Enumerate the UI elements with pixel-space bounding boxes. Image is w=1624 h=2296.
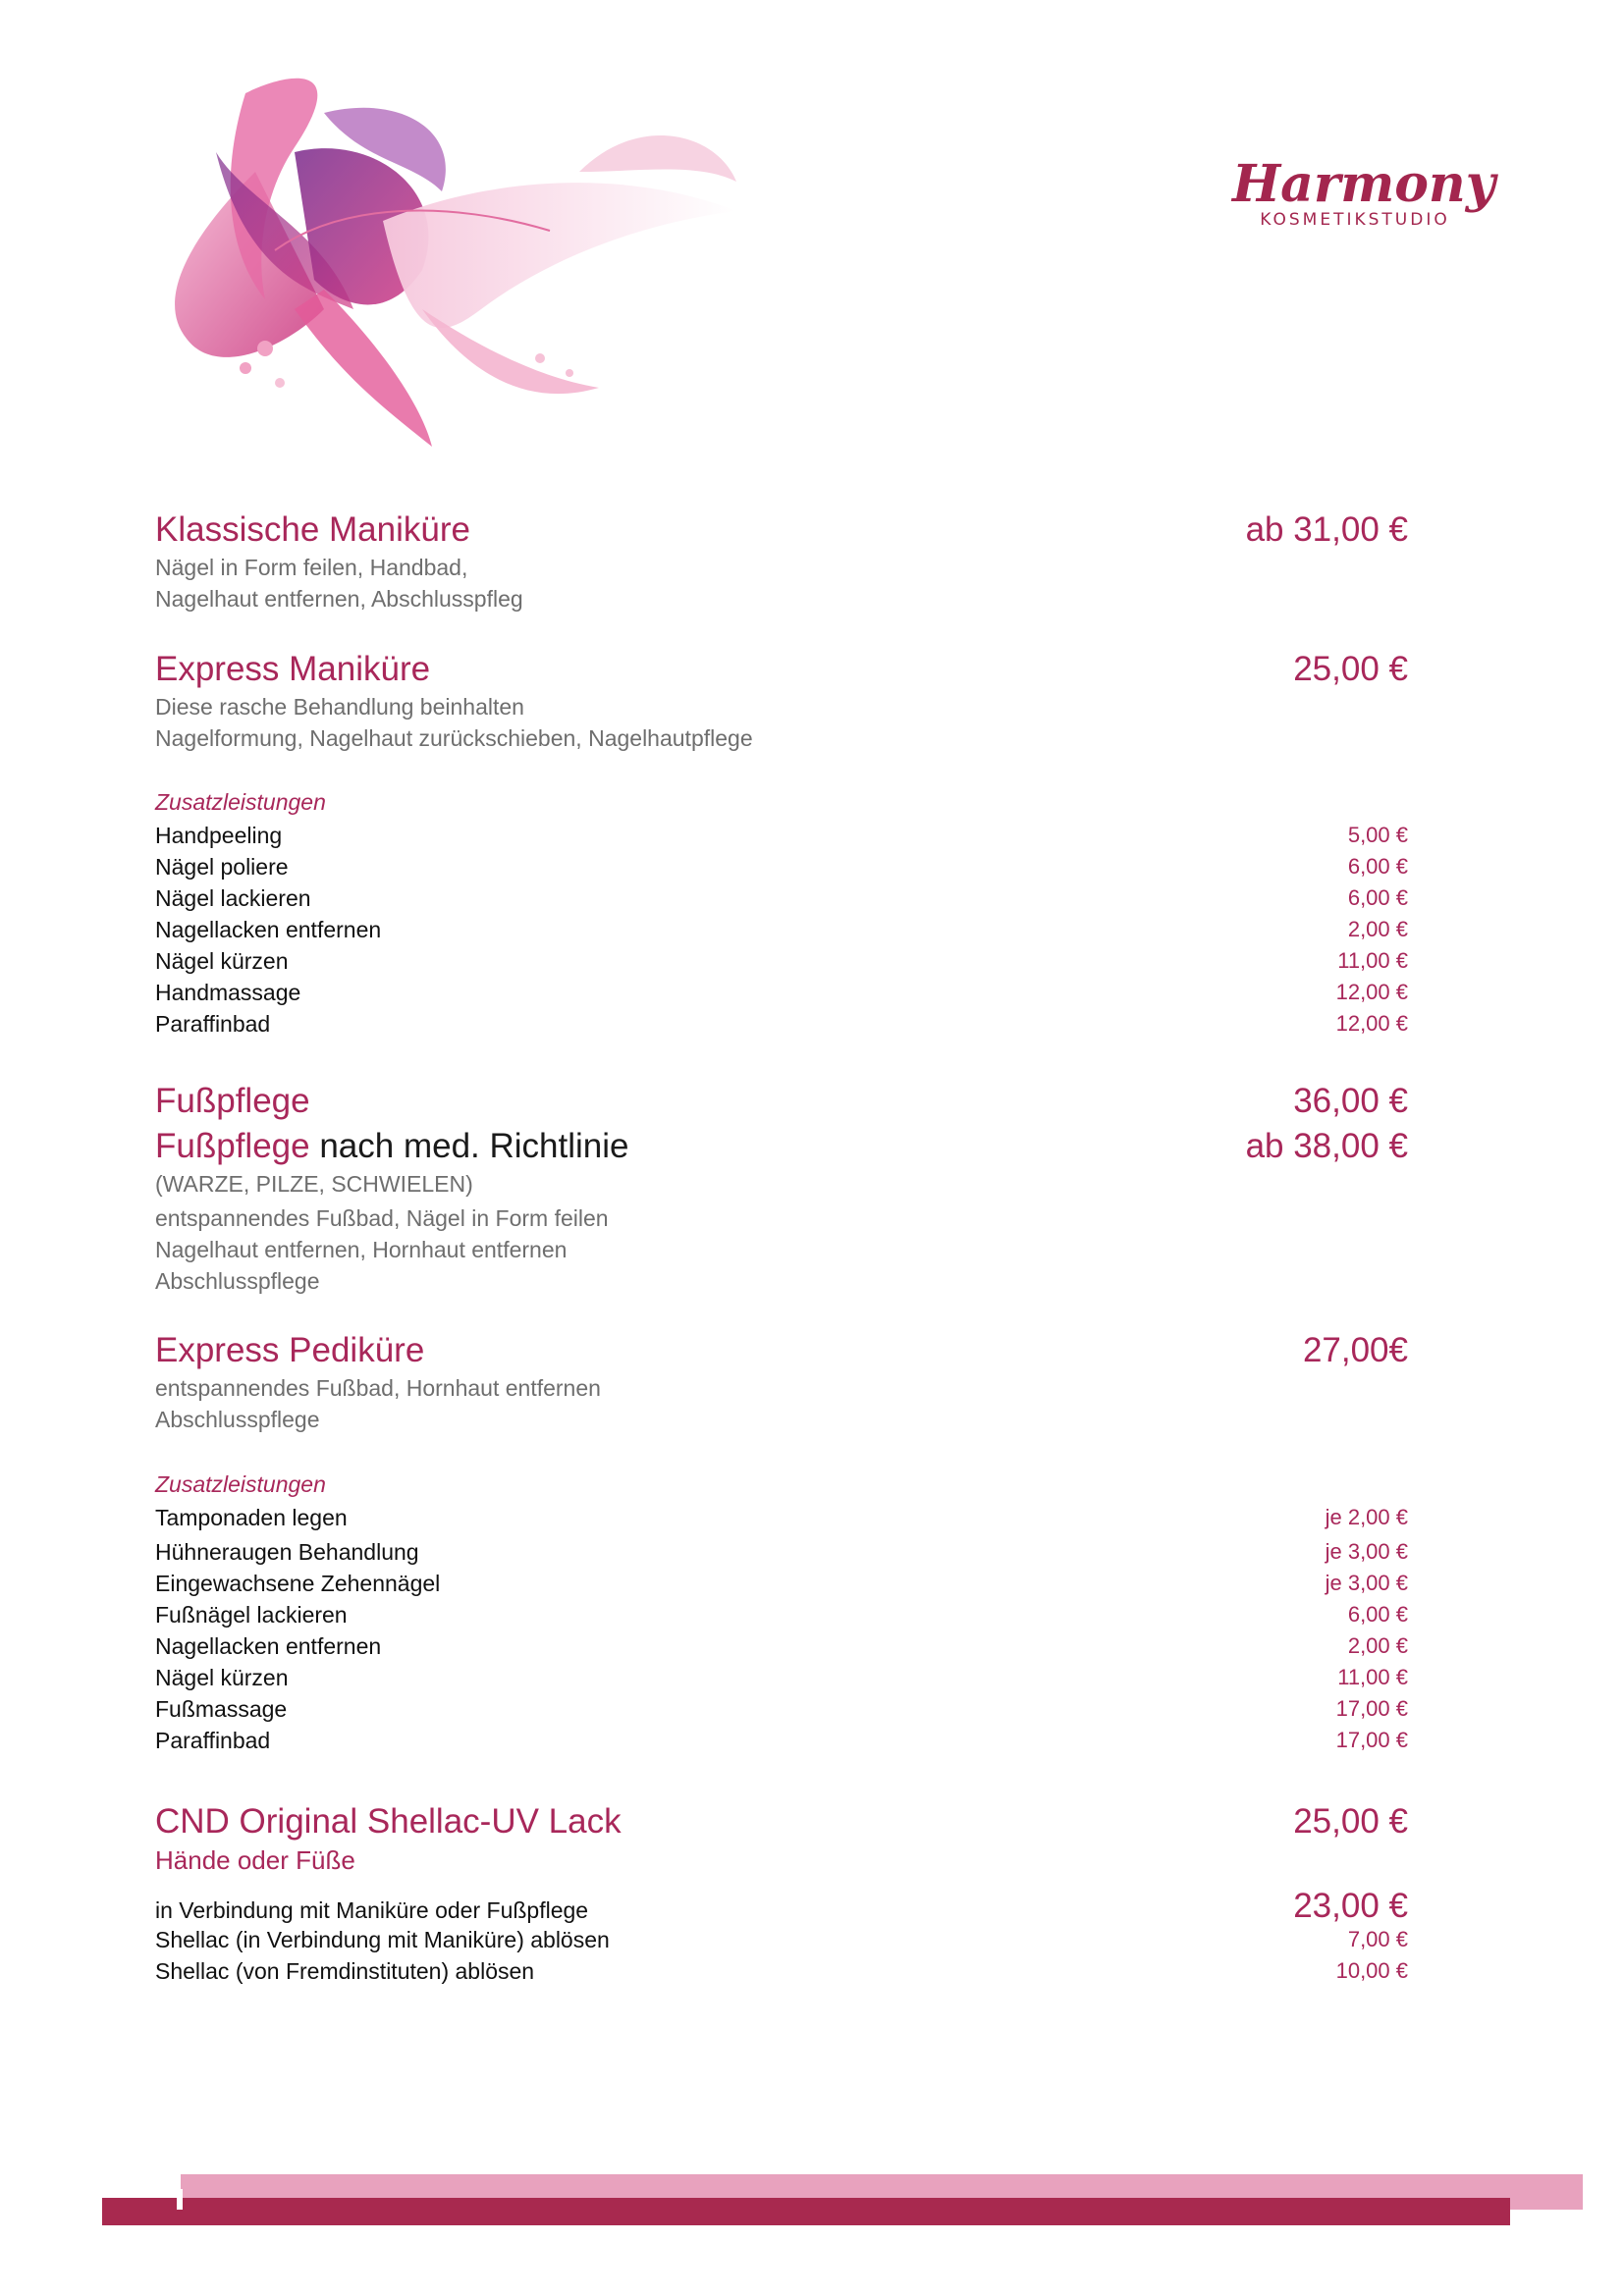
list-item bbox=[155, 882, 1408, 914]
list-item bbox=[155, 1693, 1408, 1725]
list-item bbox=[155, 914, 1408, 945]
express-manikuere-desc-1: Diese rasche Behandlung beinhalten bbox=[155, 694, 524, 720]
brand-name: Harmony bbox=[1232, 154, 1495, 214]
zusatzleistungen-hand-list bbox=[155, 820, 1408, 1040]
express-pedikuere-desc-1: entspannendes Fußbad, Hornhaut entfernen bbox=[155, 1375, 601, 1401]
item-price: 6,00 € bbox=[1347, 854, 1408, 879]
klassische-manikuere-desc-2: Nagelhaut entfernen, Abschlusspfleg bbox=[155, 586, 523, 612]
item-price: je 3,00 € bbox=[1325, 1539, 1408, 1564]
list-item bbox=[155, 1725, 1408, 1756]
list-item bbox=[155, 1599, 1408, 1630]
item-name: Fußnägel lackieren bbox=[155, 1602, 348, 1628]
express-pedikuere-title: Express Pediküre bbox=[155, 1331, 425, 1369]
brand-logo bbox=[1232, 154, 1495, 230]
klassische-manikuere-price: ab 31,00 € bbox=[1245, 510, 1408, 549]
list-item bbox=[155, 977, 1408, 1008]
item-name: Fußmassage bbox=[155, 1696, 288, 1722]
express-manikuere-price: 25,00 € bbox=[1293, 650, 1408, 688]
item-name: Handpeeling bbox=[155, 823, 283, 848]
list-item bbox=[155, 1502, 1408, 1533]
item-name: Shellac (in Verbindung mit Maniküre) ablösen bbox=[155, 1927, 610, 1952]
item-price: 17,00 € bbox=[1335, 1696, 1408, 1721]
item-price: 6,00 € bbox=[1347, 1602, 1408, 1627]
item-name: Nägel kürzen bbox=[155, 948, 289, 974]
item-price: je 2,00 € bbox=[1325, 1505, 1408, 1529]
item-price: 2,00 € bbox=[1347, 1633, 1408, 1658]
list-item bbox=[155, 945, 1408, 977]
express-manikuere-desc-2: Nagelformung, Nagelhaut zurückschieben, Nagelhautpflege bbox=[155, 725, 753, 751]
item-name: Eingewachsene Zehennägel bbox=[155, 1571, 441, 1596]
item-name: Shellac (von Fremdinstituten) ablösen bbox=[155, 1958, 535, 1984]
fusspflege-med-desc-1: (WARZE, PILZE, SCHWIELEN) bbox=[155, 1171, 473, 1197]
express-pedikuere-price: 27,00€ bbox=[1302, 1331, 1408, 1369]
fusspflege-med-desc-2: entspannendes Fußbad, Nägel in Form feilen bbox=[155, 1205, 609, 1231]
list-item bbox=[155, 1008, 1408, 1040]
item-price: 2,00 € bbox=[1347, 917, 1408, 941]
shellac-combo-price: 23,00 € bbox=[1293, 1887, 1408, 1925]
klassische-manikuere-desc-1: Nägel in Form feilen, Handbad, bbox=[155, 555, 468, 580]
shellac-subtitle: Hände oder Füße bbox=[155, 1845, 355, 1875]
list-item bbox=[155, 1536, 1408, 1568]
shellac-price: 25,00 € bbox=[1293, 1802, 1408, 1841]
item-name: Tamponaden legen bbox=[155, 1505, 348, 1530]
item-name: Nägel poliere bbox=[155, 854, 289, 880]
item-price: 11,00 € bbox=[1337, 948, 1408, 973]
shellac-title: CND Original Shellac-UV Lack bbox=[155, 1802, 622, 1841]
item-name: Handmassage bbox=[155, 980, 301, 1005]
list-item bbox=[155, 820, 1408, 851]
item-name: Nagellacken entfernen bbox=[155, 917, 382, 942]
fusspflege-med-desc-3: Nagelhaut entfernen, Hornhaut entfernen bbox=[155, 1237, 568, 1262]
footer-bar-dark bbox=[102, 2198, 1510, 2225]
express-pedikuere-desc-2: Abschlusspflege bbox=[155, 1407, 320, 1432]
flower-logo-artwork bbox=[128, 54, 756, 476]
item-price: 10,00 € bbox=[1335, 1958, 1408, 1983]
item-price: 12,00 € bbox=[1335, 980, 1408, 1004]
list-item bbox=[155, 1924, 1408, 1955]
list-item bbox=[155, 1662, 1408, 1693]
item-name: Paraffinbad bbox=[155, 1011, 271, 1037]
item-name: Nagellacken entfernen bbox=[155, 1633, 382, 1659]
fusspflege-med-title bbox=[155, 1127, 628, 1166]
item-name: Nägel kürzen bbox=[155, 1665, 289, 1690]
fusspflege-price: 36,00 € bbox=[1293, 1082, 1408, 1120]
express-manikuere-title: Express Maniküre bbox=[155, 650, 431, 688]
item-price: 5,00 € bbox=[1347, 823, 1408, 847]
brand-subtitle: KOSMETIKSTUDIO bbox=[1260, 210, 1450, 230]
klassische-manikuere-title: Klassische Maniküre bbox=[155, 510, 470, 549]
list-item bbox=[155, 851, 1408, 882]
list-item bbox=[155, 1568, 1408, 1599]
zusatzleistungen-fuss-list bbox=[155, 1502, 1408, 1756]
shellac-combo-name: in Verbindung mit Maniküre oder Fußpflege bbox=[155, 1897, 589, 1923]
item-name: Nägel lackieren bbox=[155, 885, 311, 911]
fusspflege-med-title-pink: Fußpflege bbox=[155, 1127, 310, 1165]
footer-bar-divider bbox=[177, 2189, 183, 2210]
item-name: Hühneraugen Behandlung bbox=[155, 1539, 419, 1565]
shellac-list bbox=[155, 1924, 1408, 1987]
item-price: je 3,00 € bbox=[1325, 1571, 1408, 1595]
list-item bbox=[155, 1630, 1408, 1662]
list-item bbox=[155, 1955, 1408, 1987]
fusspflege-title: Fußpflege bbox=[155, 1082, 310, 1120]
fusspflege-med-desc-4: Abschlusspflege bbox=[155, 1268, 320, 1294]
item-price: 11,00 € bbox=[1337, 1665, 1408, 1689]
fusspflege-med-price: ab 38,00 € bbox=[1245, 1127, 1408, 1165]
item-name: Paraffinbad bbox=[155, 1728, 271, 1753]
item-price: 12,00 € bbox=[1335, 1011, 1408, 1036]
item-price: 6,00 € bbox=[1347, 885, 1408, 910]
item-price: 17,00 € bbox=[1335, 1728, 1408, 1752]
zusatzleistungen-fuss-heading: Zusatzleistungen bbox=[155, 1471, 326, 1497]
fusspflege-med-title-black: nach med. Richtlinie bbox=[319, 1127, 629, 1165]
zusatzleistungen-hand-heading: Zusatzleistungen bbox=[155, 789, 326, 815]
item-price: 7,00 € bbox=[1347, 1927, 1408, 1951]
